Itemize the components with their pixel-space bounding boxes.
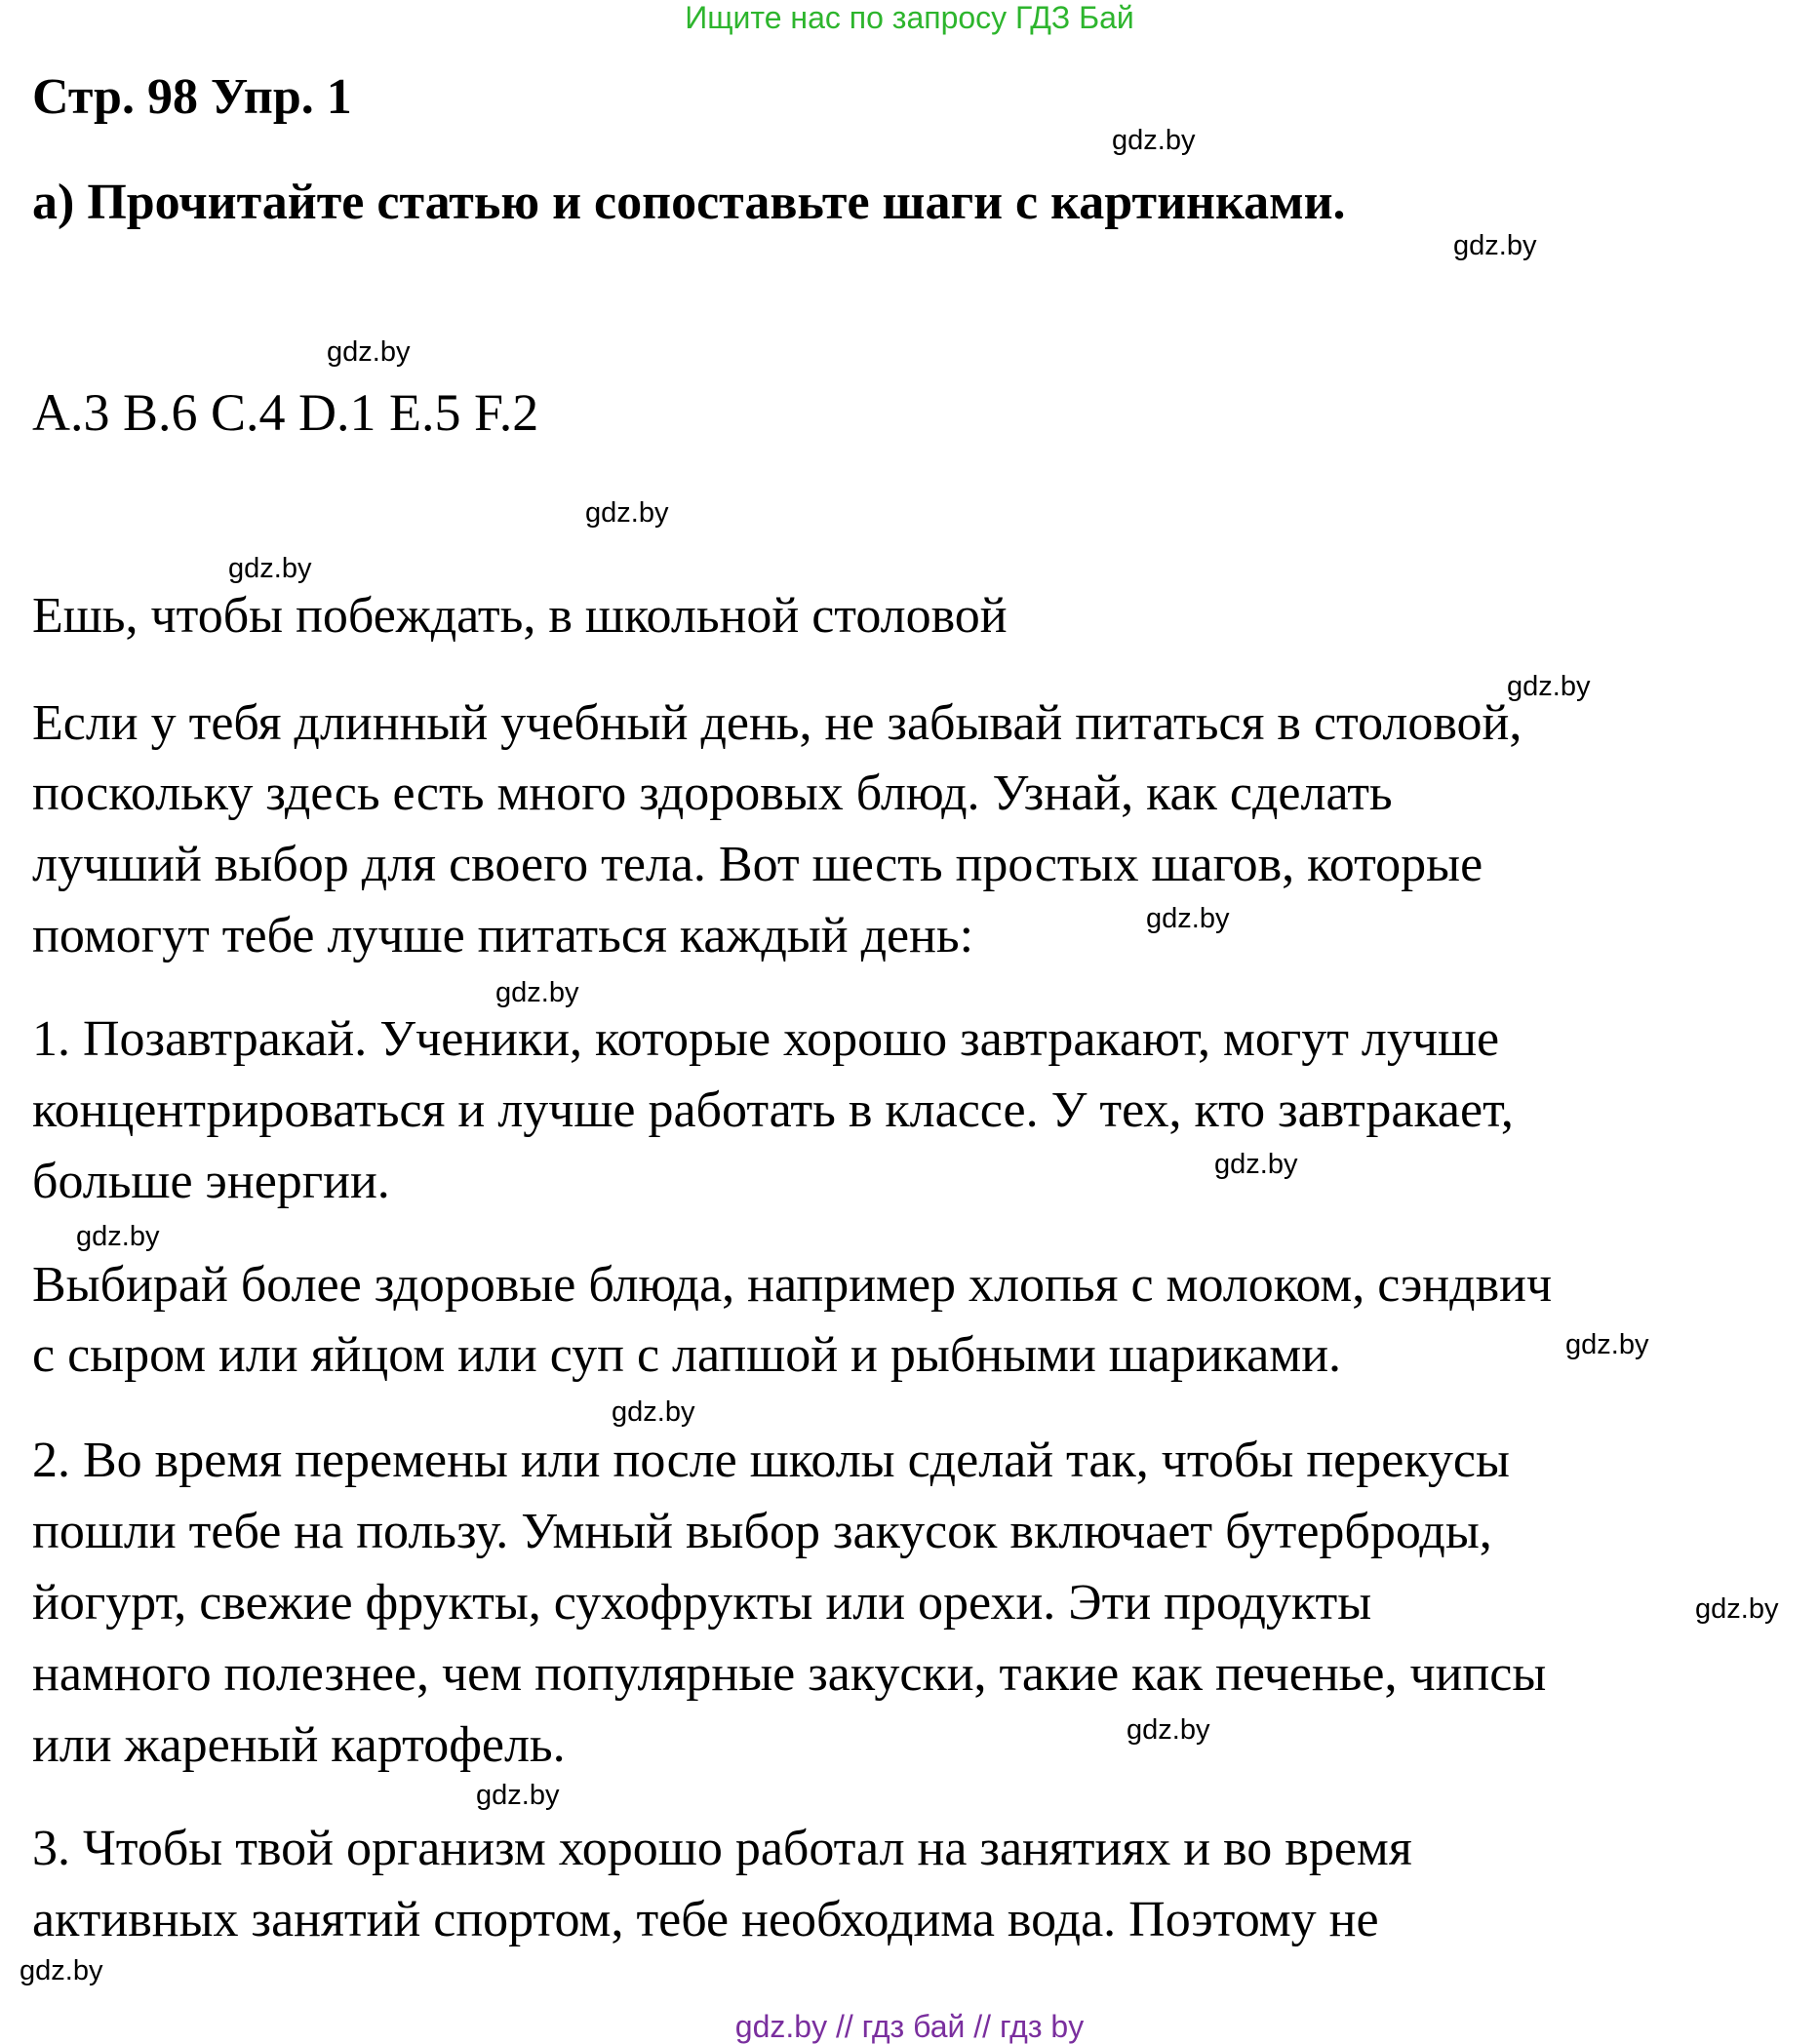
watermark: gdz.by (495, 977, 579, 1008)
answer-key: A.3 B.6 C.4 D.1 E.5 F.2 (32, 383, 539, 442)
watermark: gdz.by (1127, 1714, 1210, 1746)
step2-line: 2. Во время перемены или после школы сделай так, чтобы перекусы (32, 1433, 1510, 1488)
watermark: gdz.by (476, 1780, 560, 1811)
page-title: Стр. 98 Упр. 1 (32, 69, 352, 125)
watermark: gdz.by (327, 336, 411, 368)
step1-extra-line: Выбирай более здоровые блюда, например хлопья с молоком, сэндвич (32, 1257, 1553, 1313)
step3-line: 3. Чтобы твой организм хорошо работал на занятиях и во время (32, 1821, 1412, 1876)
intro-line: поскольку здесь есть много здоровых блюд. Узнай, как сделать (32, 766, 1393, 821)
step2-line: пошли тебе на пользу. Умный выбор закусок включает бутерброды, (32, 1504, 1492, 1559)
watermark: gdz.by (1507, 671, 1591, 702)
watermark: gdz.by (585, 497, 669, 529)
article-title: Ешь, чтобы побеждать, в школьной столовой (32, 588, 1008, 644)
watermark: gdz.by (1214, 1149, 1298, 1180)
intro-line: Если у тебя длинный учебный день, не забывай питаться в столовой, (32, 695, 1522, 751)
intro-line: помогут тебе лучше питаться каждый день: (32, 908, 974, 963)
watermark: gdz.by (1112, 125, 1196, 156)
step1-line: больше энергии. (32, 1154, 390, 1209)
step2-line: йогурт, свежие фрукты, сухофрукты или орехи. Эти продукты (32, 1575, 1372, 1631)
watermark: gdz.by (20, 1955, 103, 1986)
bottom-banner[interactable]: gdz.by // гдз бай // гдз by (734, 2009, 1085, 2044)
watermark: gdz.by (1146, 903, 1230, 934)
step2-line: или жареный картофель. (32, 1717, 566, 1773)
step1-extra-line: с сыром или яйцом или суп с лапшой и рыбными шариками. (32, 1327, 1342, 1383)
intro-line: лучший выбор для своего тела. Вот шесть простых шагов, которые (32, 837, 1483, 892)
task-heading: a) Прочитайте статью и сопоставьте шаги с картинками. (32, 175, 1346, 230)
watermark: gdz.by (612, 1396, 695, 1428)
step3-line: активных занятий спортом, тебе необходима вода. Поэтому не (32, 1892, 1379, 1947)
watermark: gdz.by (1453, 230, 1537, 261)
watermark: gdz.by (76, 1221, 160, 1252)
step1-line: концентрироваться и лучше работать в классе. У тех, кто завтракает, (32, 1082, 1514, 1138)
step2-line: намного полезнее, чем популярные закуски, такие как печенье, чипсы (32, 1646, 1547, 1702)
watermark: gdz.by (1695, 1593, 1779, 1625)
top-banner[interactable]: Ищите нас по запросу ГДЗ Бай (685, 0, 1134, 35)
watermark: gdz.by (228, 553, 312, 584)
step1-line: 1. Позавтракай. Ученики, которые хорошо завтракают, могут лучше (32, 1011, 1500, 1067)
watermark: gdz.by (1565, 1329, 1649, 1360)
